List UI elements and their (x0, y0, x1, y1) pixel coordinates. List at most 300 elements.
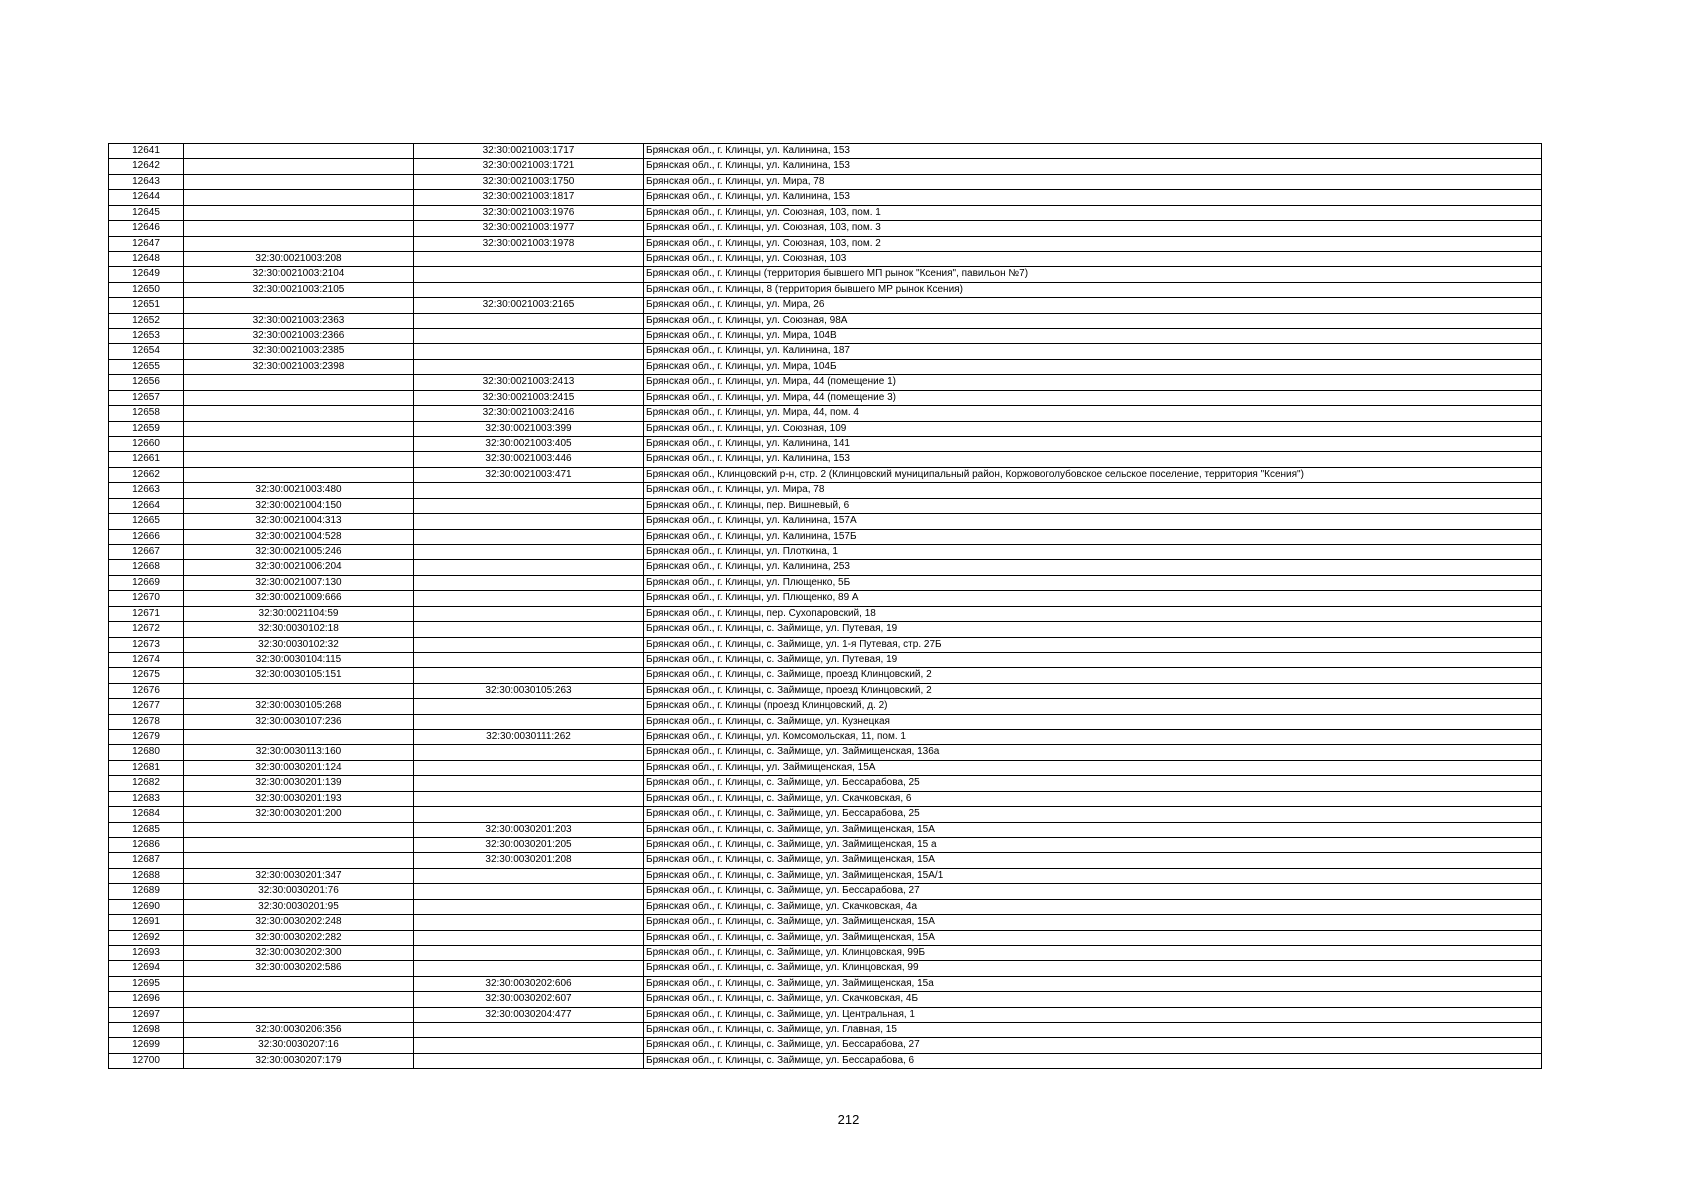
row-number: 12659 (109, 421, 184, 436)
cadastral-number-land (184, 406, 414, 421)
cadastral-number-building (414, 483, 644, 498)
table-row (109, 421, 1542, 436)
cadastral-number-building (414, 622, 644, 637)
row-number: 12686 (109, 837, 184, 852)
cadastral-number-land (184, 390, 414, 405)
table-row (109, 791, 1542, 806)
row-number: 12673 (109, 637, 184, 652)
cadastral-number-land (184, 421, 414, 436)
cadastral-number-building (414, 961, 644, 976)
table-row (109, 174, 1542, 189)
table-row (109, 683, 1542, 698)
row-number: 12674 (109, 652, 184, 667)
table-row (109, 930, 1542, 945)
cadastral-number-land: 32:30:0030201:347 (184, 868, 414, 883)
row-number: 12651 (109, 298, 184, 313)
cadastral-number-land (184, 730, 414, 745)
cadastral-number-land (184, 190, 414, 205)
cadastral-number-land: 32:30:0021004:150 (184, 498, 414, 513)
table-row (109, 807, 1542, 822)
cadastral-number-building (414, 930, 644, 945)
address: Брянская обл., Клинцовский р-н, стр. 2 (Клинцовский муниципальный район, Коржовоголубовское сельское поселение, территория "Ксения") (644, 467, 1542, 482)
address: Брянская обл., г. Клинцы, пер. Сухопаровский, 18 (644, 606, 1542, 621)
cadastral-number-building: 32:30:0021003:2415 (414, 390, 644, 405)
cadastral-number-building (414, 791, 644, 806)
row-number: 12675 (109, 668, 184, 683)
address: Брянская обл., г. Клинцы, ул. Союзная, 103, пом. 3 (644, 221, 1542, 236)
cadastral-number-land: 32:30:0030104:115 (184, 652, 414, 667)
row-number: 12692 (109, 930, 184, 945)
cadastral-number-land: 32:30:0021003:2366 (184, 329, 414, 344)
address: Брянская обл., г. Клинцы, ул. Союзная, 103, пом. 1 (644, 205, 1542, 220)
row-number: 12648 (109, 251, 184, 266)
row-number: 12696 (109, 992, 184, 1007)
address: Брянская обл., г. Клинцы, с. Займище, ул. Клинцовская, 99Б (644, 945, 1542, 960)
cadastral-number-building (414, 668, 644, 683)
row-number: 12680 (109, 745, 184, 760)
cadastral-number-land: 32:30:0021003:480 (184, 483, 414, 498)
cadastral-number-building: 32:30:0021003:2165 (414, 298, 644, 313)
cadastral-number-land (184, 452, 414, 467)
cadastral-number-building: 32:30:0021003:1978 (414, 236, 644, 251)
cadastral-number-land: 32:30:0021004:528 (184, 529, 414, 544)
address: Брянская обл., г. Клинцы (территория бывшего МП рынок "Ксения", павильон №7) (644, 267, 1542, 282)
cadastral-number-land: 32:30:0021005:246 (184, 544, 414, 559)
cadastral-number-building (414, 359, 644, 374)
address: Брянская обл., г. Клинцы, с. Займище, ул. Займищенская, 15А (644, 822, 1542, 837)
row-number: 12678 (109, 714, 184, 729)
address: Брянская обл., г. Клинцы, с. Займище, ул. Займищенская, 15а (644, 976, 1542, 991)
cadastral-number-land (184, 174, 414, 189)
row-number: 12663 (109, 483, 184, 498)
table-row (109, 190, 1542, 205)
address: Брянская обл., г. Клинцы, ул. Союзная, 103, пом. 2 (644, 236, 1542, 251)
cadastral-number-building: 32:30:0021003:1721 (414, 159, 644, 174)
row-number: 12661 (109, 452, 184, 467)
row-number: 12662 (109, 467, 184, 482)
table-row (109, 483, 1542, 498)
cadastral-number-building (414, 807, 644, 822)
table-row (109, 699, 1542, 714)
address: Брянская обл., г. Клинцы, с. Займище, ул. Кузнецкая (644, 714, 1542, 729)
address: Брянская обл., г. Клинцы, 8 (территория бывшего МР рынок Ксения) (644, 282, 1542, 297)
row-number: 12699 (109, 1038, 184, 1053)
table-row (109, 221, 1542, 236)
cadastral-number-building: 32:30:0021003:1976 (414, 205, 644, 220)
cadastral-number-land: 32:30:0030202:282 (184, 930, 414, 945)
cadastral-number-land: 32:30:0030206:356 (184, 1023, 414, 1038)
address: Брянская обл., г. Клинцы, с. Займище, ул. Бессарабова, 25 (644, 807, 1542, 822)
cadastral-number-land: 32:30:0021003:208 (184, 251, 414, 266)
cadastral-number-building (414, 498, 644, 513)
cadastral-number-building (414, 282, 644, 297)
address: Брянская обл., г. Клинцы, с. Займище, ул. Займищенская, 15А (644, 930, 1542, 945)
table-row (109, 899, 1542, 914)
table-row (109, 560, 1542, 575)
cadastral-number-building: 32:30:0030201:203 (414, 822, 644, 837)
cadastral-number-building (414, 899, 644, 914)
cadastral-number-land: 32:30:0021104:59 (184, 606, 414, 621)
cadastral-number-building (414, 560, 644, 575)
table-row (109, 390, 1542, 405)
cadastral-number-building (414, 344, 644, 359)
address: Брянская обл., г. Клинцы, ул. Калинина, 153 (644, 144, 1542, 159)
address: Брянская обл., г. Клинцы, пер. Вишневый, 6 (644, 498, 1542, 513)
address: Брянская обл., г. Клинцы, с. Займище, ул. Бессарабова, 27 (644, 1038, 1542, 1053)
row-number: 12645 (109, 205, 184, 220)
page-number: 212 (837, 1112, 860, 1127)
row-number: 12688 (109, 868, 184, 883)
cadastral-number-building: 32:30:0021003:1977 (414, 221, 644, 236)
cadastral-number-land (184, 375, 414, 390)
address: Брянская обл., г. Клинцы, ул. Союзная, 103 (644, 251, 1542, 266)
cadastral-number-land: 32:30:0030202:248 (184, 915, 414, 930)
cadastral-number-land: 32:30:0021003:2104 (184, 267, 414, 282)
row-number: 12641 (109, 144, 184, 159)
cadastral-number-land (184, 159, 414, 174)
address: Брянская обл., г. Клинцы, с. Займище, ул. Бессарабова, 25 (644, 776, 1542, 791)
cadastral-number-building: 32:30:0030201:205 (414, 837, 644, 852)
cadastral-number-land (184, 853, 414, 868)
table-row (109, 776, 1542, 791)
cadastral-number-building (414, 1038, 644, 1053)
address: Брянская обл., г. Клинцы, ул. Плющенко, 89 А (644, 591, 1542, 606)
address: Брянская обл., г. Клинцы, ул. Займищенская, 15А (644, 760, 1542, 775)
table-row (109, 652, 1542, 667)
row-number: 12684 (109, 807, 184, 822)
table-row (109, 359, 1542, 374)
cadastral-number-building (414, 714, 644, 729)
table-row (109, 452, 1542, 467)
address: Брянская обл., г. Клинцы, ул. Калинина, 141 (644, 437, 1542, 452)
cadastral-number-building: 32:30:0030105:263 (414, 683, 644, 698)
cadastral-number-land: 32:30:0021007:130 (184, 575, 414, 590)
table-row (109, 745, 1542, 760)
cadastral-number-land (184, 837, 414, 852)
address: Брянская обл., г. Клинцы, ул. Калинина, 157Б (644, 529, 1542, 544)
address: Брянская обл., г. Клинцы, ул. Калинина, 153 (644, 190, 1542, 205)
table-row (109, 606, 1542, 621)
cadastral-number-land: 32:30:0030201:193 (184, 791, 414, 806)
cadastral-number-land: 32:30:0030202:300 (184, 945, 414, 960)
address: Брянская обл., г. Клинцы, с. Займище, ул. Скачковская, 4Б (644, 992, 1542, 1007)
cadastral-number-land: 32:30:0030201:200 (184, 807, 414, 822)
cadastral-number-building (414, 1053, 644, 1068)
cadastral-number-land (184, 992, 414, 1007)
cadastral-number-land (184, 144, 414, 159)
table-row (109, 544, 1542, 559)
table-row (109, 575, 1542, 590)
cadastral-number-building (414, 1023, 644, 1038)
cadastral-number-building (414, 745, 644, 760)
table-row (109, 1053, 1542, 1068)
cadastral-number-land: 32:30:0030107:236 (184, 714, 414, 729)
row-number: 12677 (109, 699, 184, 714)
address: Брянская обл., г. Клинцы, ул. Мира, 104Б (644, 359, 1542, 374)
cadastral-number-building (414, 606, 644, 621)
row-number: 12653 (109, 329, 184, 344)
address: Брянская обл., г. Клинцы, ул. Союзная, 109 (644, 421, 1542, 436)
address: Брянская обл., г. Клинцы (проезд Клинцовский, д. 2) (644, 699, 1542, 714)
row-number: 12700 (109, 1053, 184, 1068)
address: Брянская обл., г. Клинцы, с. Займище, ул. Займищенская, 15 а (644, 837, 1542, 852)
row-number: 12687 (109, 853, 184, 868)
row-number: 12643 (109, 174, 184, 189)
cadastral-number-building (414, 251, 644, 266)
row-number: 12644 (109, 190, 184, 205)
cadastral-number-land (184, 437, 414, 452)
address: Брянская обл., г. Клинцы, ул. Мира, 44 (помещение 1) (644, 375, 1542, 390)
row-number: 12697 (109, 1007, 184, 1022)
row-number: 12695 (109, 976, 184, 991)
table-row (109, 915, 1542, 930)
cadastral-number-land: 32:30:0030113:160 (184, 745, 414, 760)
cadastral-number-building: 32:30:0021003:399 (414, 421, 644, 436)
address: Брянская обл., г. Клинцы, с. Займище, ул. Займищенская, 15А (644, 915, 1542, 930)
address: Брянская обл., г. Клинцы, ул. Союзная, 98А (644, 313, 1542, 328)
table-row (109, 144, 1542, 159)
cadastral-number-building: 32:30:0021003:446 (414, 452, 644, 467)
row-number: 12694 (109, 961, 184, 976)
cadastral-number-land: 32:30:0030201:139 (184, 776, 414, 791)
table-row (109, 498, 1542, 513)
table-row (109, 1038, 1542, 1053)
table-row (109, 205, 1542, 220)
cadastral-number-building: 32:30:0030111:262 (414, 730, 644, 745)
cadastral-number-land: 32:30:0021003:2363 (184, 313, 414, 328)
cadastral-number-land: 32:30:0030201:76 (184, 884, 414, 899)
table-row (109, 282, 1542, 297)
address: Брянская обл., г. Клинцы, с. Займище, проезд Клинцовский, 2 (644, 668, 1542, 683)
table-row (109, 622, 1542, 637)
cadastral-number-building: 32:30:0021003:405 (414, 437, 644, 452)
cadastral-number-land (184, 467, 414, 482)
cadastral-number-building (414, 945, 644, 960)
address: Брянская обл., г. Клинцы, ул. Плоткина, 1 (644, 544, 1542, 559)
table-row (109, 868, 1542, 883)
cadastral-number-building: 32:30:0021003:1817 (414, 190, 644, 205)
table-row (109, 375, 1542, 390)
row-number: 12667 (109, 544, 184, 559)
table-row (109, 267, 1542, 282)
row-number: 12689 (109, 884, 184, 899)
address: Брянская обл., г. Клинцы, с. Займище, ул. Скачковская, 4а (644, 899, 1542, 914)
cadastral-number-land: 32:30:0021004:313 (184, 514, 414, 529)
address: Брянская обл., г. Клинцы, с. Займище, ул. Займищенская, 136а (644, 745, 1542, 760)
cadastral-number-building: 32:30:0021003:1750 (414, 174, 644, 189)
row-number: 12660 (109, 437, 184, 452)
cadastral-number-land (184, 1007, 414, 1022)
cadastral-number-building (414, 884, 644, 899)
cadastral-number-building (414, 529, 644, 544)
row-number: 12693 (109, 945, 184, 960)
row-number: 12665 (109, 514, 184, 529)
row-number: 12698 (109, 1023, 184, 1038)
address: Брянская обл., г. Клинцы, с. Займище, проезд Клинцовский, 2 (644, 683, 1542, 698)
cadastral-number-land: 32:30:0030102:32 (184, 637, 414, 652)
cadastral-number-building: 32:30:0021003:471 (414, 467, 644, 482)
cadastral-number-land (184, 221, 414, 236)
row-number: 12647 (109, 236, 184, 251)
cadastral-number-building (414, 652, 644, 667)
row-number: 12672 (109, 622, 184, 637)
row-number: 12657 (109, 390, 184, 405)
address: Брянская обл., г. Клинцы, ул. Мира, 78 (644, 174, 1542, 189)
row-number: 12679 (109, 730, 184, 745)
address: Брянская обл., г. Клинцы, с. Займище, ул. Путевая, 19 (644, 652, 1542, 667)
cadastral-number-building: 32:30:0030202:607 (414, 992, 644, 1007)
cadastral-number-land: 32:30:0030207:179 (184, 1053, 414, 1068)
cadastral-number-building (414, 915, 644, 930)
address: Брянская обл., г. Клинцы, с. Займище, ул. Путевая, 19 (644, 622, 1542, 637)
row-number: 12670 (109, 591, 184, 606)
address: Брянская обл., г. Клинцы, с. Займище, ул. Клинцовская, 99 (644, 961, 1542, 976)
cadastral-number-land: 32:30:0021003:2385 (184, 344, 414, 359)
table-row (109, 760, 1542, 775)
table-row (109, 329, 1542, 344)
row-number: 12654 (109, 344, 184, 359)
row-number: 12655 (109, 359, 184, 374)
row-number: 12685 (109, 822, 184, 837)
address: Брянская обл., г. Клинцы, с. Займище, ул. Бессарабова, 27 (644, 884, 1542, 899)
table-row (109, 514, 1542, 529)
address: Брянская обл., г. Клинцы, ул. Калинина, 157А (644, 514, 1542, 529)
table-row (109, 945, 1542, 960)
row-number: 12683 (109, 791, 184, 806)
cadastral-number-land (184, 683, 414, 698)
table-row (109, 467, 1542, 482)
row-number: 12690 (109, 899, 184, 914)
cadastral-number-land: 32:30:0030207:16 (184, 1038, 414, 1053)
cadastral-number-building (414, 868, 644, 883)
cadastral-number-land: 32:30:0021003:2398 (184, 359, 414, 374)
address: Брянская обл., г. Клинцы, ул. Комсомольская, 11, пом. 1 (644, 730, 1542, 745)
table-row (109, 884, 1542, 899)
cadastral-number-building (414, 760, 644, 775)
cadastral-number-building (414, 776, 644, 791)
address: Брянская обл., г. Клинцы, с. Займище, ул. Займищенская, 15А (644, 853, 1542, 868)
row-number: 12666 (109, 529, 184, 544)
table-row (109, 1007, 1542, 1022)
row-number: 12691 (109, 915, 184, 930)
cadastral-number-building: 32:30:0030202:606 (414, 976, 644, 991)
cadastral-number-land: 32:30:0021003:2105 (184, 282, 414, 297)
row-number: 12681 (109, 760, 184, 775)
table-row (109, 159, 1542, 174)
row-number: 12669 (109, 575, 184, 590)
address: Брянская обл., г. Клинцы, ул. Мира, 26 (644, 298, 1542, 313)
cadastral-number-building: 32:30:0021003:2416 (414, 406, 644, 421)
cadastral-number-building (414, 329, 644, 344)
registry-table-body (109, 144, 1542, 1069)
table-row (109, 1023, 1542, 1038)
cadastral-number-building (414, 699, 644, 714)
cadastral-number-land (184, 236, 414, 251)
address: Брянская обл., г. Клинцы, ул. Мира, 78 (644, 483, 1542, 498)
table-row (109, 822, 1542, 837)
address: Брянская обл., г. Клинцы, ул. Калинина, 153 (644, 159, 1542, 174)
table-row (109, 961, 1542, 976)
row-number: 12682 (109, 776, 184, 791)
cadastral-number-building (414, 637, 644, 652)
address: Брянская обл., г. Клинцы, с. Займище, ул. 1-я Путевая, стр. 27Б (644, 637, 1542, 652)
row-number: 12671 (109, 606, 184, 621)
address: Брянская обл., г. Клинцы, ул. Мира, 44 (помещение 3) (644, 390, 1542, 405)
address: Брянская обл., г. Клинцы, с. Займище, ул. Главная, 15 (644, 1023, 1542, 1038)
cadastral-number-land: 32:30:0030105:268 (184, 699, 414, 714)
address: Брянская обл., г. Клинцы, ул. Калинина, 187 (644, 344, 1542, 359)
table-row (109, 668, 1542, 683)
address: Брянская обл., г. Клинцы, ул. Калинина, 253 (644, 560, 1542, 575)
row-number: 12652 (109, 313, 184, 328)
row-number: 12676 (109, 683, 184, 698)
cadastral-number-land (184, 298, 414, 313)
address: Брянская обл., г. Клинцы, с. Займище, ул. Бессарабова, 6 (644, 1053, 1542, 1068)
table-row (109, 853, 1542, 868)
row-number: 12664 (109, 498, 184, 513)
address: Брянская обл., г. Клинцы, ул. Мира, 44, пом. 4 (644, 406, 1542, 421)
table-row (109, 236, 1542, 251)
row-number: 12642 (109, 159, 184, 174)
row-number: 12649 (109, 267, 184, 282)
cadastral-number-building (414, 313, 644, 328)
address: Брянская обл., г. Клинцы, с. Займище, ул. Скачковская, 6 (644, 791, 1542, 806)
table-row (109, 976, 1542, 991)
cadastral-number-land: 32:30:0030105:151 (184, 668, 414, 683)
address: Брянская обл., г. Клинцы, с. Займище, ул. Займищенская, 15А/1 (644, 868, 1542, 883)
cadastral-number-land (184, 205, 414, 220)
table-row (109, 406, 1542, 421)
cadastral-number-building: 32:30:0021003:1717 (414, 144, 644, 159)
cadastral-number-land: 32:30:0021009:666 (184, 591, 414, 606)
cadastral-number-building (414, 575, 644, 590)
table-row (109, 992, 1542, 1007)
cadastral-number-land: 32:30:0030201:124 (184, 760, 414, 775)
cadastral-number-land: 32:30:0021006:204 (184, 560, 414, 575)
table-row (109, 591, 1542, 606)
row-number: 12656 (109, 375, 184, 390)
row-number: 12658 (109, 406, 184, 421)
cadastral-number-land: 32:30:0030102:18 (184, 622, 414, 637)
registry-table (108, 143, 1542, 1069)
address: Брянская обл., г. Клинцы, ул. Мира, 104В (644, 329, 1542, 344)
table-row (109, 714, 1542, 729)
row-number: 12650 (109, 282, 184, 297)
table-row (109, 344, 1542, 359)
cadastral-number-land (184, 822, 414, 837)
cadastral-number-building (414, 591, 644, 606)
cadastral-number-land (184, 976, 414, 991)
table-row (109, 730, 1542, 745)
cadastral-number-building (414, 514, 644, 529)
cadastral-number-land: 32:30:0030201:95 (184, 899, 414, 914)
table-row (109, 437, 1542, 452)
table-row (109, 251, 1542, 266)
table-row (109, 529, 1542, 544)
table-row (109, 637, 1542, 652)
address: Брянская обл., г. Клинцы, с. Займище, ул. Центральная, 1 (644, 1007, 1542, 1022)
table-row (109, 837, 1542, 852)
cadastral-number-building: 32:30:0030201:208 (414, 853, 644, 868)
row-number: 12668 (109, 560, 184, 575)
row-number: 12646 (109, 221, 184, 236)
address: Брянская обл., г. Клинцы, ул. Плющенко, 5Б (644, 575, 1542, 590)
cadastral-number-building: 32:30:0030204:477 (414, 1007, 644, 1022)
table-row (109, 313, 1542, 328)
cadastral-number-land: 32:30:0030202:586 (184, 961, 414, 976)
table-row (109, 298, 1542, 313)
cadastral-number-building: 32:30:0021003:2413 (414, 375, 644, 390)
